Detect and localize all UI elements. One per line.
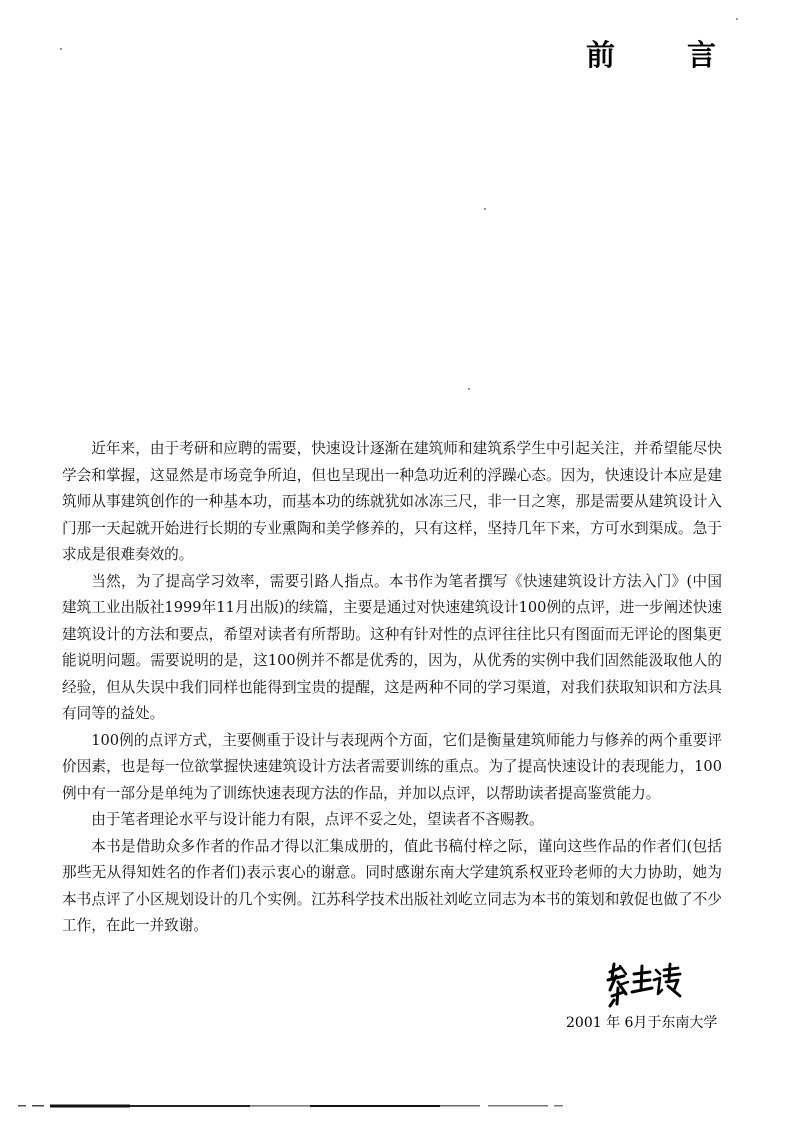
paragraph-4: 由于笔者理论水平与设计能力有限，点评不妥之处，望读者不吝赐教。 — [91, 811, 544, 828]
date-signature-line: 2001 年 6月于东南大学 — [566, 1015, 718, 1031]
signature-icon — [604, 960, 684, 1008]
title-char-2: 言 — [686, 38, 716, 72]
paragraph-2: 当然，为了提高学习效率，需要引路人指点。本书作为笔者撰写《快速建筑设计方法入门》(中国建筑工业出版社1999年11月出版)的续篇，主要是通过对快速建筑设计100例的点评，进一步阐述快速建筑设计的方法和要点，希望对读者有所帮助。这种有针对性的点评往往比只有图面而无评论的图集更能说明问题。需要说明的是，这100例并不都是优秀的，因为，从优秀的实例中我们固然能汲取他人的经验，但从失误中我们同样也能得到宝贵的提醒，这是两种不同的学习渠道，对我们获取知识和方法具有同等的益处。 — [62, 572, 722, 722]
scan-speck — [468, 388, 470, 390]
scan-speck — [484, 208, 486, 210]
page-title — [586, 38, 716, 72]
paragraph-3: 100例的点评方式，主要侧重于设计与表现两个方面，它们是衡量建筑师能力与修养的两个重要评价因素，也是每一位欲掌握快速建筑设计方法者需要训练的重点。为了提高快速设计的表现能力，100例中有一部分是单纯为了训练快速表现方法的作品，并加以点评，以帮助读者提高鉴赏能力。 — [62, 731, 722, 802]
author-signature — [604, 960, 684, 1008]
scan-edge-line — [18, 1104, 563, 1108]
scan-speck — [736, 18, 738, 20]
preface-body — [62, 436, 722, 940]
paragraph-5: 本书是借助众多作者的作品才得以汇集成册的，值此书稿付梓之际，谨向这些作品的作者们(包括那些无从得知姓名的作者们)表示衷心的谢意。同时感谢东南大学建筑系权亚玲老师的大力协助，她为本书点评了小区规划设计的几个实例。江苏科学技术出版社刘屹立同志为本书的策划和敦促也做了不少工作，在此一并致谢。 — [62, 837, 722, 934]
title-char-1: 前 — [586, 38, 616, 72]
scan-speck — [60, 48, 62, 50]
paragraph-1: 近年来，由于考研和应聘的需要，快速设计逐渐在建筑师和建筑系学生中引起关注，并希望能尽快学会和掌握，这显然是市场竞争所迫，但也呈现出一种急功近利的浮躁心态。因为，快速设计本应是建筑师从事建筑创作的一种基本功，而基本功的练就犹如冰冻三尺，非一日之寒，那是需要从建筑设计入门那一天起就开始进行长期的专业熏陶和美学修养的，只有这样，坚持几年下来，方可水到渠成。急于求成是很难奏效的。 — [62, 440, 722, 563]
